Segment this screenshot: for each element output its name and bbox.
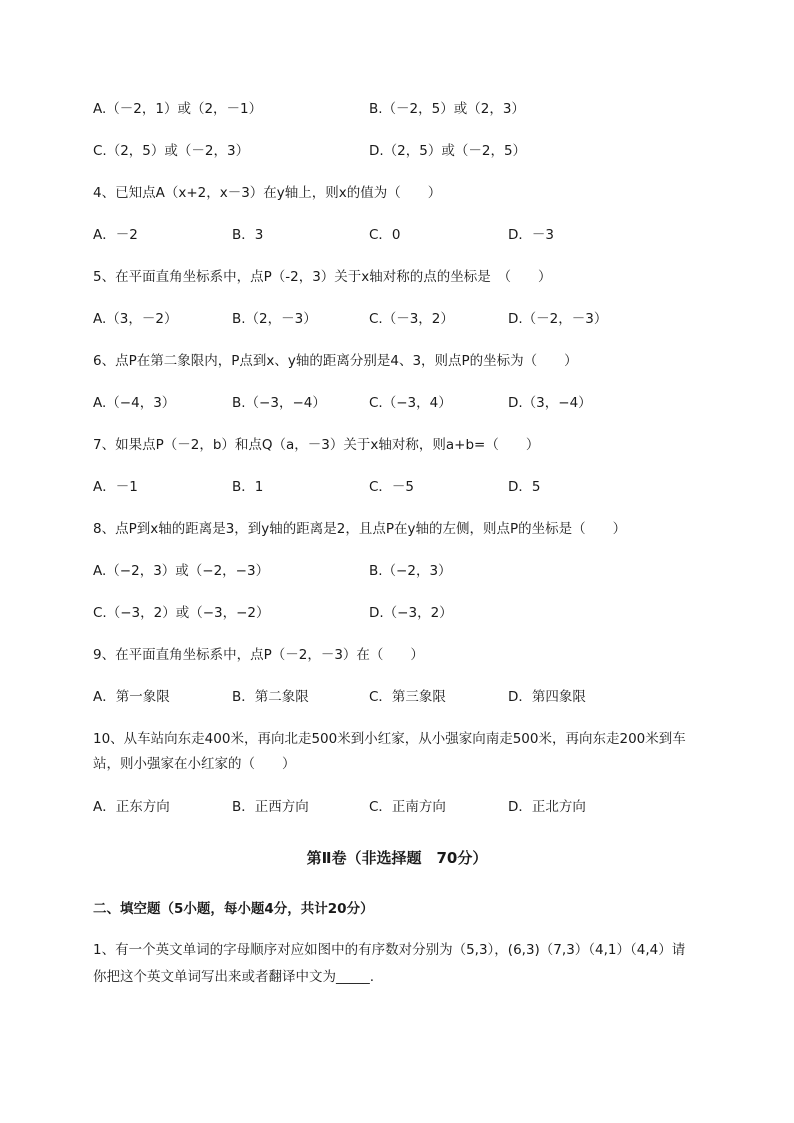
q4-option-d: D．－3 (508, 227, 554, 243)
q10-option-d: D．正北方向 (508, 799, 586, 815)
q3-option-a: A.（－2，1）或（2，－1） (93, 101, 263, 117)
q5-option-d: D.（－2，－3） (508, 311, 608, 327)
q9-option-b: B．第二象限 (232, 689, 309, 705)
q10-stem-line1: 10、从车站向东走400米，再向北走500米到小红家，从小强家向南走500米，再向东走200米到车 (93, 731, 686, 747)
q7-option-a: A．－1 (93, 479, 138, 495)
q10-option-a: A．正东方向 (93, 799, 170, 815)
q7-stem: 7、如果点P（－2，b）和点Q（a，－3）关于x轴对称，则a+b=（ ） (93, 437, 540, 453)
q8-stem: 8、点P到x轴的距离是3，到y轴的距离是2，且点P在y轴的左侧，则点P的坐标是（ ） (93, 521, 627, 537)
q10-option-b: B．正西方向 (232, 799, 309, 815)
q9-option-d: D．第四象限 (508, 689, 586, 705)
q4-option-c: C．0 (369, 227, 401, 243)
q8-option-c: C.（−3，2）或（−3，−2） (93, 605, 270, 621)
q6-option-c: C.（−3，4） (369, 395, 452, 411)
q9-option-a: A．第一象限 (93, 689, 170, 705)
q6-stem: 6、点P在第二象限内，P点到x、y轴的距离分别是4、3，则点P的坐标为（ ） (93, 353, 578, 369)
section2-title: 二、填空题（5小题，每小题4分，共计20分） (93, 901, 374, 917)
q6-option-d: D.（3，−4） (508, 395, 592, 411)
q7-option-d: D．5 (508, 479, 541, 495)
q3-option-d: D.（2，5）或（－2，5） (369, 143, 527, 159)
q3-option-c: C.（2，5）或（－2，3） (93, 143, 250, 159)
part2-title: 第Ⅱ卷（非选择题 70分） (306, 849, 488, 867)
q3-option-b: B.（－2，5）或（2，3） (369, 101, 525, 117)
q6-option-b: B.（−3，−4） (232, 395, 326, 411)
q4-option-a: A．－2 (93, 227, 138, 243)
q10-stem-line2: 站，则小强家在小红家的（ ） (93, 756, 296, 772)
q5-option-c: C.（－3，2） (369, 311, 454, 327)
q9-stem: 9、在平面直角坐标系中，点P（－2，－3）在（ ） (93, 647, 424, 663)
q5-stem: 5、在平面直角坐标系中，点P（-2，3）关于x轴对称的点的坐标是 （ ） (93, 269, 552, 285)
q8-option-a: A.（−2，3）或（−2，−3） (93, 563, 270, 579)
q6-option-a: A.（−4，3） (93, 395, 176, 411)
q7-option-c: C．－5 (369, 479, 415, 495)
q8-option-b: B.（−2，3） (369, 563, 452, 579)
q7-option-b: B．1 (232, 479, 264, 495)
fill1-line2: 你把这个英文单词写出来或者翻译中文为_____. (93, 969, 375, 985)
q8-option-d: D.（−3，2） (369, 605, 453, 621)
q10-option-c: C．正南方向 (369, 799, 446, 815)
q5-option-b: B.（2，－3） (232, 311, 317, 327)
q9-option-c: C．第三象限 (369, 689, 446, 705)
fill1-line1: 1、有一个英文单词的字母顺序对应如图中的有序数对分别为（5,3），(6,3)（7,3）（4,1）（4,4）请 (93, 942, 686, 958)
q4-option-b: B．3 (232, 227, 264, 243)
q5-option-a: A.（3，－2） (93, 311, 178, 327)
q4-stem: 4、已知点A（x+2，x－3）在y轴上，则x的值为（ ） (93, 185, 442, 201)
